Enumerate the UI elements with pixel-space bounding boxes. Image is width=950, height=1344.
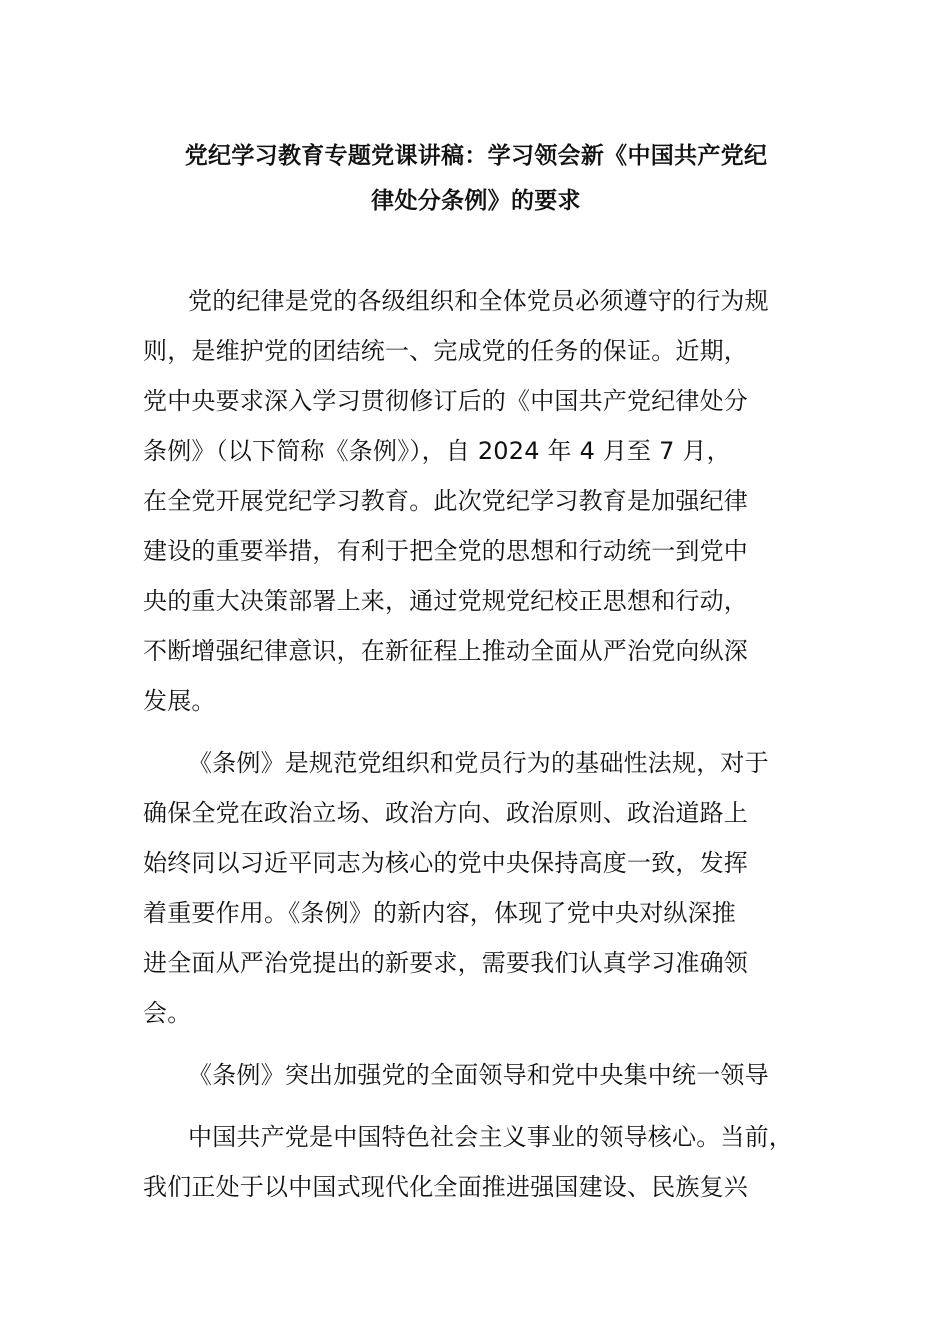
document-body (143, 276, 808, 1212)
paragraph-spacer (143, 1038, 808, 1050)
paragraph-line: 党的纪律是党的各级组织和全体党员必须遵守的行为规 (188, 287, 769, 315)
paragraph-line: 党中央要求深入学习贯彻修订后的《中国共产党纪律处分 (143, 387, 748, 415)
document-title (140, 134, 812, 224)
paragraph-1 (143, 276, 808, 726)
paragraph-line: 会。 (143, 999, 192, 1027)
paragraph-line: 建设的重要举措，有利于把全党的思想和行动统一到党中 (143, 537, 748, 565)
section-heading-line: 《条例》突出加强党的全面领导和党中央集中统一领导 (188, 1061, 769, 1089)
paragraph-line: 不断增强纪律意识，在新征程上推动全面从严治党向纵深 (143, 637, 748, 665)
paragraph-line: 条例》（以下简称《条例》），自 2024 年 4 月至 7 月， (143, 437, 731, 465)
title-line-1: 党纪学习教育专题党课讲稿：学习领会新《中国共产党纪 (184, 143, 768, 169)
title-line-2: 律处分条例》的要求 (371, 188, 581, 214)
paragraph-2 (143, 738, 808, 1038)
paragraph-line: 我们正处于以中国式现代化全面推进强国建设、民族复兴 (143, 1173, 748, 1201)
paragraph-spacer (143, 1100, 808, 1112)
paragraph-3 (143, 1112, 808, 1212)
paragraph-line: 中国共产党是中国特色社会主义事业的领导核心。当前， (188, 1123, 793, 1151)
paragraph-line: 始终同以习近平同志为核心的党中央保持高度一致，发挥 (143, 849, 748, 877)
paragraph-line: 《条例》是规范党组织和党员行为的基础性法规，对于 (188, 749, 769, 777)
paragraph-line: 则，是维护党的团结统一、完成党的任务的保证。近期， (143, 337, 748, 365)
paragraph-line: 确保全党在政治立场、政治方向、政治原则、政治道路上 (143, 799, 748, 827)
paragraph-line: 着重要作用。《条例》的新内容，体现了党中央对纵深推 (143, 899, 736, 927)
paragraph-line: 央的重大决策部署上来，通过党规党纪校正思想和行动， (143, 587, 748, 615)
section-heading (143, 1050, 808, 1100)
paragraph-line: 在全党开展党纪学习教育。此次党纪学习教育是加强纪律 (143, 487, 748, 515)
paragraph-spacer (143, 726, 808, 738)
paragraph-line: 进全面从严治党提出的新要求，需要我们认真学习准确领 (143, 949, 748, 977)
paragraph-line: 发展。 (143, 687, 216, 715)
